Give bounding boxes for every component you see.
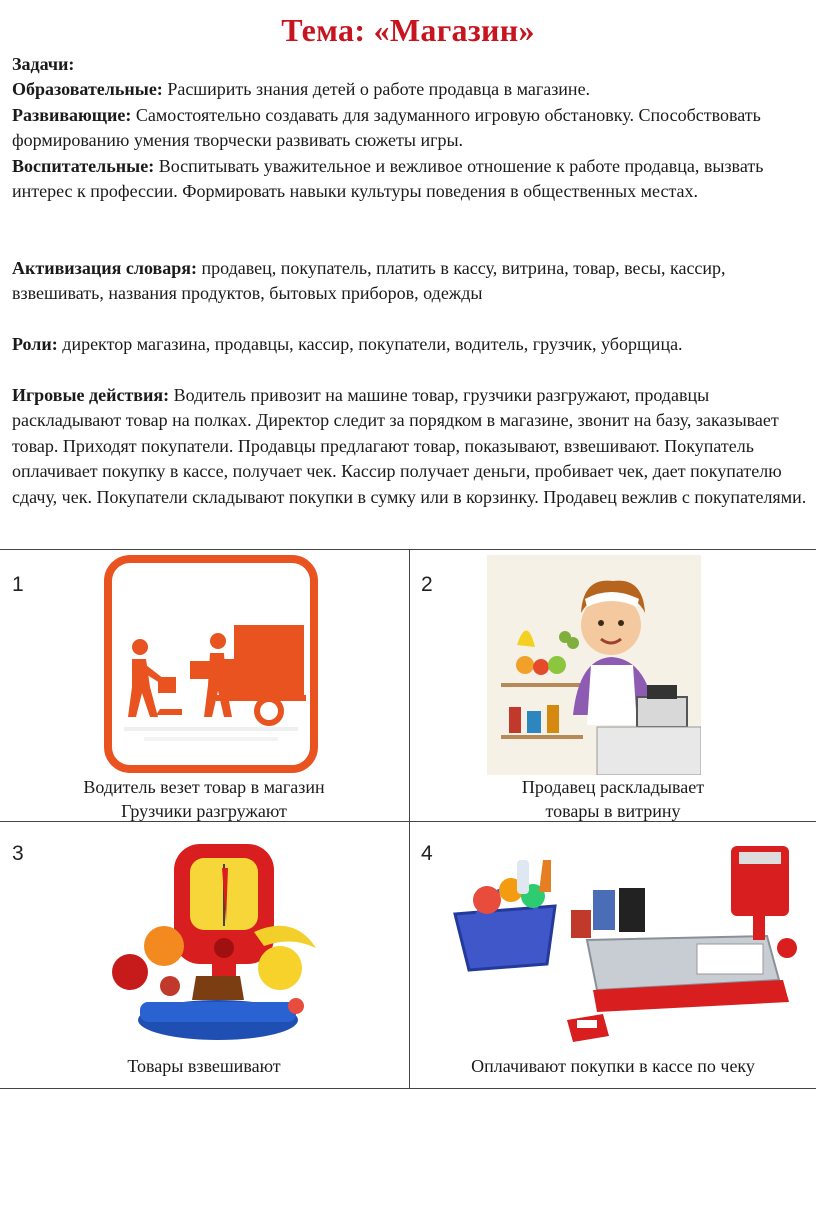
caption-line-1: Продавец раскладывает [521, 777, 705, 797]
caption-line-1: Водитель везет товар в магазин [83, 777, 325, 797]
card-number: 2 [421, 573, 433, 596]
developing-label: Развивающие: [12, 104, 132, 125]
card-number: 1 [12, 573, 24, 596]
page-title: Тема: «Магазин» [281, 12, 535, 48]
actions-text: Водитель привозит на машине товар, грузчики разгружают, продавцы раскладывают товар на полках. Директор следит за порядком в магазине, звонит на базу, заказывает товар. Приходят покупатели. Продавцы предлагают товар, показывают, взвешивают. Покупатель оплачивает покупку в кассе, получает чек. Кассир получает деньги, пробивает чек, дает покупателю сдачу, чек. Покупатели складывают покупки в сумку или в корзинку. Продавец вежлив с покупателями. [12, 385, 807, 507]
card-4 [409, 822, 816, 1092]
card-3 [0, 822, 408, 1092]
card-caption [0, 775, 408, 823]
card-caption [409, 1054, 816, 1078]
roles-section [12, 332, 808, 357]
card-number: 3 [12, 842, 24, 865]
card-2 [409, 549, 816, 819]
vocabulary-label: Активизация словаря: [12, 258, 197, 278]
caption-line-2: Грузчики разгружают [121, 801, 287, 821]
card-caption [409, 775, 816, 823]
illustration-grid [0, 549, 816, 1089]
tasks-section [12, 52, 808, 204]
caption-line-2: товары в витрину [545, 801, 681, 821]
roles-text: директор магазина, продавцы, кассир, покупатели, водитель, грузчик, уборщица. [57, 334, 683, 354]
shop-assistant-illustration [487, 555, 701, 775]
actions-label: Игровые действия: [12, 385, 170, 405]
toy-scale-illustration [104, 836, 330, 1050]
card-number: 4 [421, 842, 433, 865]
developing-text: Самостоятельно создавать для задуманного игровую обстановку. Способствовать формированию умения творчески развивать сюжеты игры. [12, 104, 761, 151]
upbringing-label: Воспитательные: [12, 155, 155, 176]
caption-line-1: Оплачивают покупки в кассе по чеку [471, 1056, 755, 1076]
delivery-truck-icon [104, 555, 318, 773]
card-caption [0, 1054, 408, 1078]
vocabulary-section [12, 256, 808, 307]
educational-label: Образовательные: [12, 79, 163, 100]
cash-register-illustration [447, 830, 809, 1052]
educational-text: Расширить знания детей о работе продавца в магазине. [162, 79, 591, 100]
tasks-heading: Задачи: [12, 54, 75, 74]
card-1 [0, 549, 408, 819]
caption-line-1: Товары взвешивают [127, 1056, 281, 1076]
actions-section [12, 383, 808, 510]
roles-label: Роли: [12, 334, 58, 354]
vocabulary-text: продавец, покупатель, платить в кассу, витрина, товар, весы, кассир, взвешивать, названия продуктов, бытовых приборов, одежды [12, 258, 726, 304]
upbringing-text: Воспитывать уважительное и вежливое отношение к работе продавца, вызвать интерес к профессии. Формировать навыки культуры поведения в общественных местах. [12, 155, 764, 202]
